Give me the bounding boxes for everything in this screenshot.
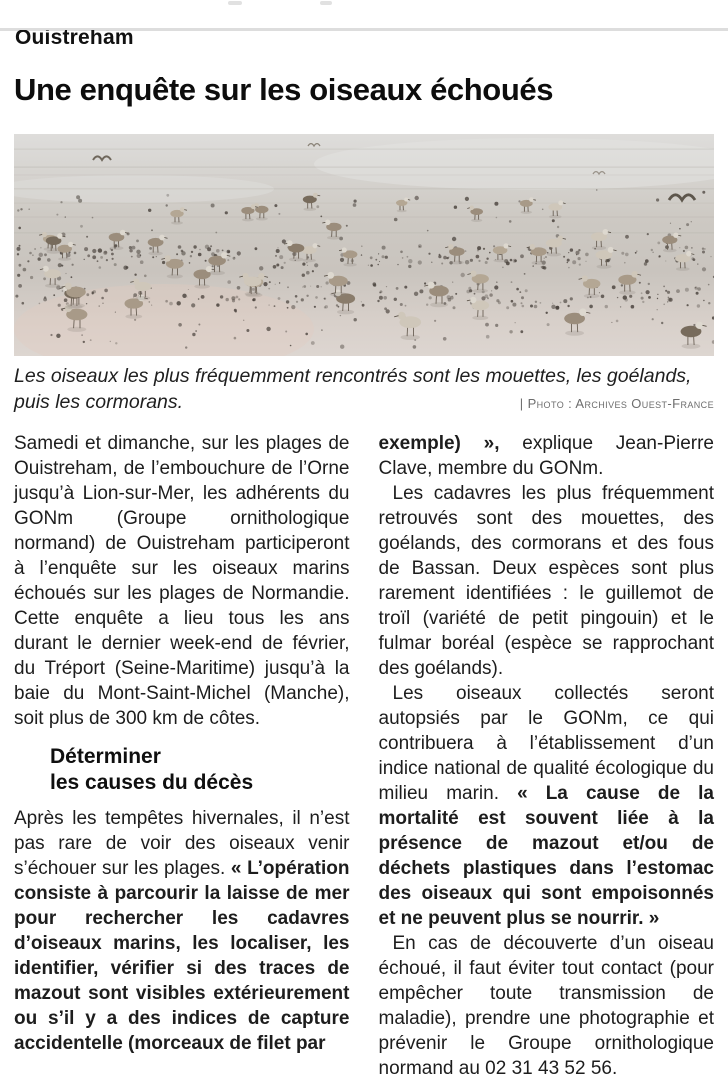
- paragraph-3-normal: explique Jean-Pierre Clave, membre du GONm.: [378, 433, 714, 479]
- page-edge-artifact: [320, 1, 332, 5]
- photo-credit: | Photo : Archives Ouest-France: [519, 396, 714, 411]
- column-right: [379, 431, 715, 1081]
- article-headline: Une enquête sur les oiseaux échoués: [14, 72, 554, 107]
- section-kicker-wrap: [15, 30, 134, 50]
- article-body: [14, 431, 714, 1081]
- paragraph-2-normal: Après les tempêtes hivernales, il n’est pas rare de voir des oiseaux venir s’échouer sur les plages.: [14, 808, 350, 879]
- article-photo: [14, 134, 714, 356]
- paragraph-5-quote: « La cause de la mortalité est souvent liée à la présence de mazout et/ou de déchets plastiques dans l’estomac des oiseaux qui sont empoisonnés et ne peuvent plus se nourrir. »: [378, 783, 714, 929]
- beach-birds-photo-svg: [14, 134, 714, 356]
- subheading: [50, 744, 350, 796]
- paragraph-5-normal: Les oiseaux collectés seront autopsiés par le GONm, ce qui contribuera à l’établissement d’un indice national de qualité écologique du milieu marin.: [378, 683, 714, 804]
- paragraph-3-quote: exemple) »,: [378, 433, 523, 454]
- page-edge-artifact: [228, 1, 242, 5]
- caption-line2-row: [14, 389, 714, 417]
- column-left: [14, 431, 350, 1081]
- caption-line2: puis les cormorans.: [14, 391, 184, 413]
- subheading-line2: les causes du décès: [50, 771, 254, 794]
- paragraph-5: [379, 681, 715, 931]
- paragraph-3: [379, 431, 715, 481]
- paragraph-4: Les cadavres les plus fréquemment retrouvés sont des mouettes, des goélands, des cormorans et des fous de Bassan. Deux espèces sont plus rarement identifiées : le guillemot de troïl (variété de petit pingouin) et le fulmar boréal (espèce se rapprochant des goélands).: [378, 483, 714, 679]
- photo-caption: [14, 363, 714, 417]
- paragraph-6: En cas de découverte d’un oiseau échoué, il faut éviter tout contact (pour empêcher toute transmission de maladie), prendre une photographie et prévenir le Groupe ornithologique normand au 02 31 43 52 56.: [378, 933, 714, 1079]
- paragraph-2: [14, 806, 350, 1056]
- paragraph-1: Samedi et dimanche, sur les plages de Ouistreham, de l’embouchure de l’Orne jusqu’à Lion-sur-Mer, les adhérents du GONm (Groupe ornithologique normand) de Ouistreham participeront à l’enquête sur les oiseaux marins échoués sur les plages de Normandie. Cette enquête a lieu tous les ans durant le dernier week-end de février, du Tréport (Seine-Maritime) jusqu’à la baie du Mont-Saint-Michel (Manche), soit plus de 300 km de côtes.: [14, 433, 350, 729]
- paragraph-2-quote: « L’opération consiste à parcourir la laisse de mer pour rechercher les cadavres d’oiseaux marins, les localiser, les identifier, vérifier si des traces de mazout sont visibles extérieurement ou s’il y a des indices de capture accidentelle (morceaux de filet par: [14, 858, 350, 1054]
- caption-line1: Les oiseaux les plus fréquemment rencontrés sont les mouettes, les goélands,: [14, 365, 692, 387]
- subheading-line1: Déterminer: [50, 745, 161, 768]
- section-kicker: Ouistreham: [15, 30, 134, 49]
